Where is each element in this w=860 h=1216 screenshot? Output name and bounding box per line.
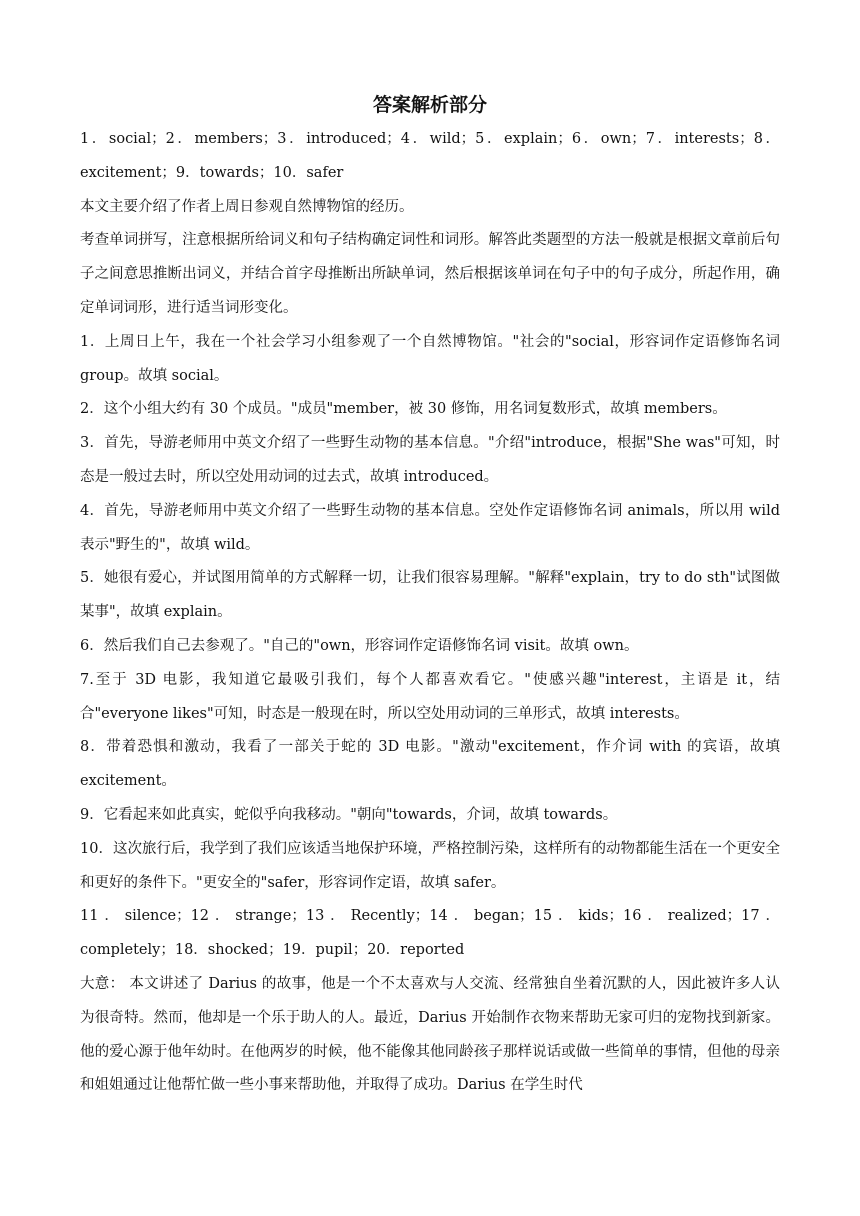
explanation-1: 1．上周日上午，我在一个社会学习小组参观了一个自然博物馆。"社会的"social，形容词作定语修饰名词 group。故填 social。 — [80, 333, 780, 384]
explanation-6: 6．然后我们自己去参观了。"自己的"own，形容词作定语修饰名词 visit。故填 own。 — [80, 637, 639, 654]
answer-document — [80, 88, 780, 1103]
explanation-4: 4．首先，导游老师用中英文介绍了一些野生动物的基本信息。空处作定语修饰名词 animals，所以用 wild 表示"野生的"，故填 wild。 — [80, 502, 780, 553]
page-title: 答案解析部分 — [372, 94, 487, 116]
summary-paragraph: 本文主要介绍了作者上周日参观自然博物馆的经历。 — [80, 198, 414, 215]
explanation-2: 2．这个小组大约有 30 个成员。"成员"member，被 30 修饰，用名词复数形式，故填 members。 — [80, 401, 727, 418]
explanation-9: 9．它看起来如此真实，蛇似乎向我移动。"朝向"towards，介词，故填 towards。 — [80, 806, 618, 823]
method-paragraph: 考查单词拼写，注意根据所给词义和句子结构确定词性和词形。解答此类题型的方法一般就是根据文章前后句子之间意思推断出词义，并结合首字母推断出所缺单词，然后根据该单词在句子中的句子成分，所起作用，确定单词词形，进行适当词形变化。 — [80, 232, 780, 316]
explanation-8: 8．带着恐惧和激动，我看了一部关于蛇的 3D 电影。"激动"excitement，作介词 with 的宾语，故填 excitement。 — [80, 739, 780, 790]
story-summary-paragraph: 大意： 本文讲述了 Darius 的故事，他是一个不太喜欢与人交流、经常独自坐着沉默的人，因此被许多人认为很奇特。然而，他却是一个乐于助人的人。最近，Darius 开始制作衣物来帮助无家可归的宠物找到新家。他的爱心源于他年幼时。在他两岁的时候，他不能像其他同龄孩子那样说话或做一些简单的事情，但他的母亲和姐姐通过让他帮忙做一些小事来帮助他，并取得了成功。Darius 在学生时代 — [80, 975, 780, 1094]
explanation-7: 7.至于 3D 电影，我知道它最吸引我们，每个人都喜欢看它。"使感兴趣"interest，主语是 it，结合"everyone likes"可知，时态是一般现在时，所以空处用动词的三单形式，故填 interests。 — [80, 671, 780, 722]
answer-key-11-20: 11．silence；12．strange；13．Recently；14．began；15．kids；16．realized；17．completely；18．shocked；19．pupil；20．reported — [80, 908, 780, 959]
explanation-10: 10．这次旅行后，我学到了我们应该适当地保护环境，严格控制污染，这样所有的动物都能生活在一个更安全和更好的条件下。"更安全的"safer，形容词作定语，故填 safer。 — [80, 840, 780, 891]
explanation-5: 5．她很有爱心，并试图用简单的方式解释一切，让我们很容易理解。"解释"explain，try to do sth"试图做某事"，故填 explain。 — [80, 570, 780, 621]
explanation-3: 3．首先，导游老师用中英文介绍了一些野生动物的基本信息。"介绍"introduce，根据"She was"可知，时态是一般过去时，所以空处用动词的过去式，故填 introduced。 — [80, 435, 780, 485]
answer-key-1-10: 1．social；2．members；3．introduced；4．wild；5．explain；6．own；7．interests；8．excitement；9．towards；10．safer — [80, 131, 780, 181]
